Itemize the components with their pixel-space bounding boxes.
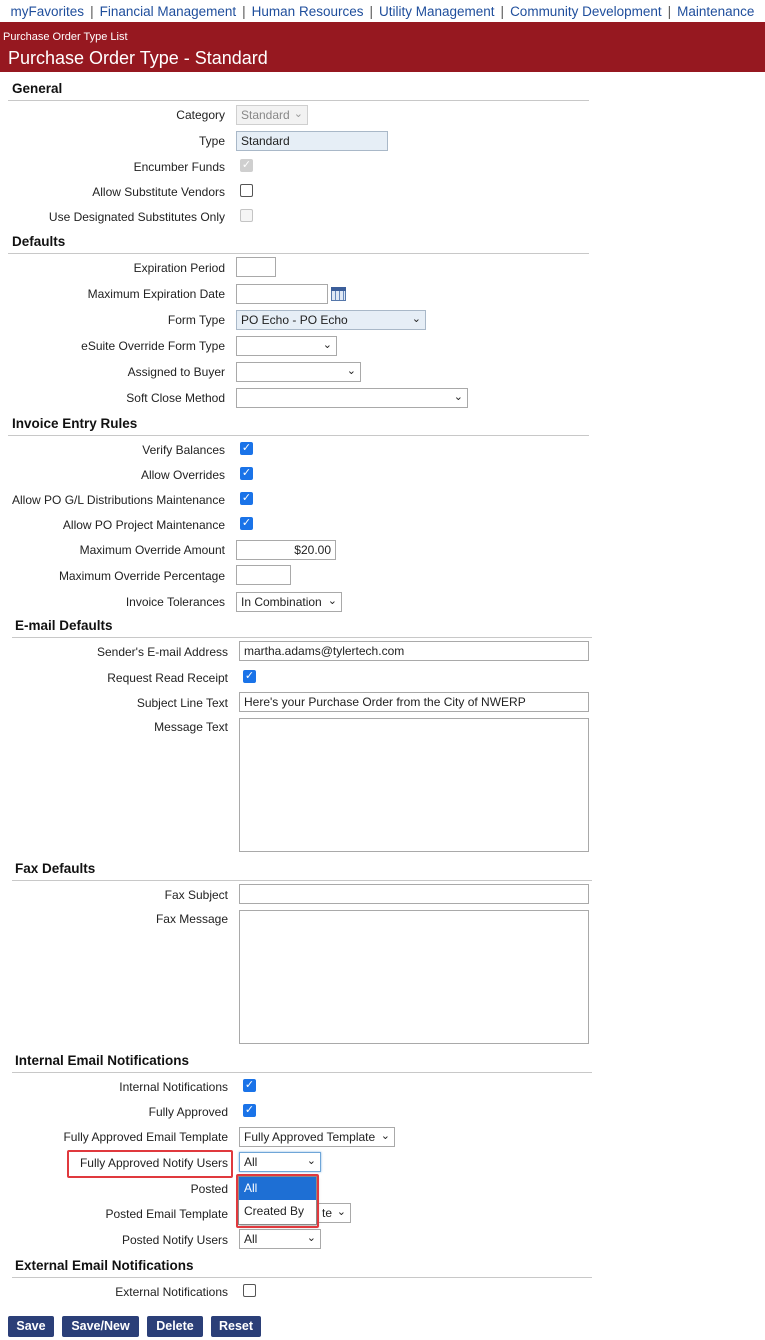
fully-approved-checkbox[interactable] [243, 1104, 256, 1117]
dropdown-option-created-by[interactable]: Created By [244, 1204, 305, 1218]
max-override-amount-label: Maximum Override Amount [79, 543, 225, 557]
esuite-override-label: eSuite Override Form Type [81, 339, 225, 353]
message-text-label: Message Text [154, 720, 228, 734]
fa-template-select[interactable] [239, 1127, 395, 1147]
nav-financial-management[interactable]: Financial Management [99, 3, 237, 19]
use-designated-label: Use Designated Substitutes Only [48, 210, 225, 224]
fa-notify-users-select[interactable] [239, 1152, 321, 1172]
fa-template-value: Fully Approved Template [244, 1130, 376, 1144]
reset-button[interactable]: Reset [211, 1316, 261, 1337]
section-divider [8, 435, 589, 436]
section-fax-title: Fax Defaults [15, 861, 96, 876]
sender-email-label: Sender's E-mail Address [96, 645, 228, 659]
posted-template-value: te [321, 1206, 332, 1220]
nav-separator: | [667, 3, 672, 19]
use-designated-checkbox[interactable] [240, 209, 253, 222]
category-label: Category [176, 108, 225, 122]
invoice-tolerances-label: Invoice Tolerances [125, 595, 225, 609]
save-new-button[interactable]: Save/New [62, 1316, 139, 1337]
soft-close-label: Soft Close Method [126, 391, 225, 405]
expiration-period-label: Expiration Period [133, 261, 225, 275]
assigned-buyer-label: Assigned to Buyer [127, 365, 225, 379]
nav-separator: | [500, 3, 505, 19]
chevron-down-icon: ⌄ [453, 391, 463, 403]
section-divider [12, 880, 592, 881]
section-invoice-title: Invoice Entry Rules [12, 416, 138, 431]
fa-notify-users-value: All [244, 1155, 258, 1169]
title-bar [0, 22, 765, 72]
posted-label: Posted [190, 1182, 228, 1196]
encumber-funds-checkbox[interactable] [240, 159, 253, 172]
allow-overrides-label: Allow Overrides [140, 468, 225, 482]
max-override-percentage-label: Maximum Override Percentage [58, 569, 225, 583]
posted-notify-users-label: Posted Notify Users [121, 1233, 228, 1247]
subject-line-field[interactable]: Here's your Purchase Order from the City of NWERP [239, 692, 589, 712]
fax-message-label: Fax Message [155, 912, 228, 926]
dropdown-option-all[interactable]: All [239, 1177, 316, 1200]
fax-subject-label: Fax Subject [164, 888, 228, 902]
chevron-down-icon: ⌄ [327, 595, 337, 607]
type-field[interactable]: Standard [236, 131, 388, 151]
nav-separator: | [242, 3, 246, 19]
section-email-title: E-mail Defaults [15, 618, 113, 633]
section-internal-title: Internal Email Notifications [15, 1053, 190, 1068]
chevron-down-icon: ⌄ [380, 1130, 390, 1142]
verify-balances-label: Verify Balances [142, 443, 225, 457]
section-divider [12, 1072, 592, 1073]
max-expiration-date-field[interactable] [236, 284, 328, 304]
chevron-down-icon: ⌄ [336, 1206, 346, 1218]
max-expiration-date-label: Maximum Expiration Date [87, 287, 225, 301]
type-label: Type [198, 134, 225, 148]
max-override-percentage-field[interactable] [236, 565, 291, 585]
nav-human-resources[interactable]: Human Resources [251, 3, 364, 19]
allow-project-maintenance-label: Allow PO Project Maintenance [62, 518, 225, 532]
chevron-down-icon: ⌄ [293, 108, 303, 120]
nav-community-development[interactable]: Community Development [510, 3, 662, 19]
fax-message-area[interactable] [239, 910, 589, 1044]
category-select[interactable] [236, 105, 308, 125]
external-notifications-checkbox[interactable] [243, 1284, 256, 1297]
subject-line-label: Subject Line Text [136, 696, 228, 710]
internal-notifications-checkbox[interactable] [243, 1079, 256, 1092]
verify-balances-checkbox[interactable] [240, 442, 253, 455]
sender-email-field[interactable]: martha.adams@tylertech.com [239, 641, 589, 661]
nav-separator: | [90, 3, 94, 19]
nav-myfavorites[interactable]: myFavorites [10, 3, 85, 19]
chevron-down-icon: ⌄ [306, 1232, 316, 1244]
fa-notify-users-label: Fully Approved Notify Users [79, 1156, 228, 1170]
section-defaults-title: Defaults [12, 234, 66, 249]
expiration-period-field[interactable] [236, 257, 276, 277]
allow-substitute-label: Allow Substitute Vendors [92, 185, 225, 199]
nav-maintenance[interactable]: Maintenance [677, 3, 755, 19]
top-nav [0, 0, 765, 22]
allow-overrides-checkbox[interactable] [240, 467, 253, 480]
message-text-area[interactable] [239, 718, 589, 852]
fa-template-label: Fully Approved Email Template [63, 1130, 228, 1144]
section-divider [8, 253, 589, 254]
category-value: Standard [241, 108, 290, 122]
posted-notify-users-value: All [244, 1232, 258, 1246]
chevron-down-icon: ⌄ [322, 339, 332, 351]
save-button[interactable]: Save [8, 1316, 54, 1337]
nav-utility-management[interactable]: Utility Management [378, 3, 495, 19]
max-override-amount-field[interactable]: $20.00 [236, 540, 336, 560]
section-divider [12, 637, 592, 638]
external-notifications-label: External Notifications [115, 1285, 228, 1299]
allow-substitute-checkbox[interactable] [240, 184, 253, 197]
calendar-icon[interactable] [331, 287, 346, 301]
section-divider [8, 100, 589, 101]
read-receipt-label: Request Read Receipt [107, 671, 228, 685]
chevron-down-icon: ⌄ [306, 1155, 316, 1167]
section-external-title: External Email Notifications [15, 1258, 194, 1273]
encumber-funds-label: Encumber Funds [133, 160, 225, 174]
posted-notify-users-select[interactable] [239, 1229, 321, 1249]
nav-separator: | [369, 3, 373, 19]
form-type-value: PO Echo - PO Echo [241, 313, 348, 327]
assigned-buyer-select[interactable] [236, 362, 361, 382]
allow-project-maintenance-checkbox[interactable] [240, 517, 253, 530]
invoice-tolerances-select[interactable] [236, 592, 342, 612]
soft-close-select[interactable] [236, 388, 468, 408]
page-title: Purchase Order Type - Standard [8, 48, 268, 68]
invoice-tolerances-value: In Combination [241, 595, 322, 609]
internal-notifications-label: Internal Notifications [119, 1080, 228, 1094]
highlight-box [236, 1174, 319, 1228]
fully-approved-label: Fully Approved [148, 1105, 228, 1119]
breadcrumb-link[interactable]: Purchase Order Type List [3, 31, 128, 43]
posted-template-label: Posted Email Template [105, 1207, 228, 1221]
section-divider [12, 1277, 592, 1278]
allow-gl-maintenance-checkbox[interactable] [240, 492, 253, 505]
esuite-override-select[interactable] [236, 336, 337, 356]
read-receipt-checkbox[interactable] [243, 670, 256, 683]
fax-subject-field[interactable] [239, 884, 589, 904]
chevron-down-icon: ⌄ [411, 313, 421, 325]
form-type-select[interactable] [236, 310, 426, 330]
section-general-title: General [12, 81, 63, 96]
delete-button[interactable]: Delete [147, 1316, 203, 1337]
form-type-label: Form Type [167, 313, 225, 327]
allow-gl-maintenance-label: Allow PO G/L Distributions Maintenance [12, 493, 225, 507]
chevron-down-icon: ⌄ [346, 365, 356, 377]
